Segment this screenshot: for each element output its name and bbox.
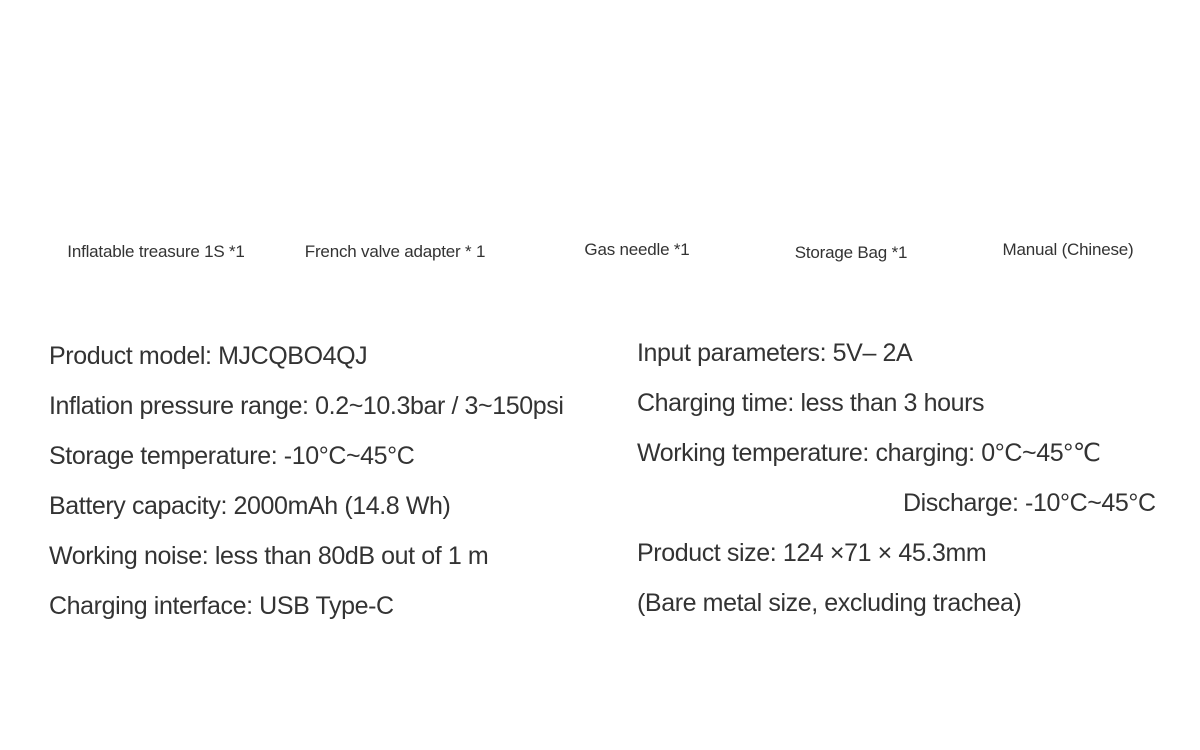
spec-size-note: (Bare metal size, excluding trachea) [637,589,1022,617]
spec-input-parameters: Input parameters: 5V– 2A [637,339,913,367]
spec-battery-capacity: Battery capacity: 2000mAh (14.8 Wh) [49,492,451,520]
item-label-valve-adapter: French valve adapter * 1 [304,242,486,261]
spec-discharge-temperature: Discharge: -10°C~45°C [903,489,1156,517]
spec-product-model: Product model: MJCQBO4QJ [49,342,368,370]
spec-working-noise: Working noise: less than 80dB out of 1 m [49,542,489,570]
spec-storage-temperature: Storage temperature: -10°C~45°C [49,442,415,470]
manual-cover-text: 米家充气宝1S使用说明书 [1030,61,1075,66]
spec-charging-time: Charging time: less than 3 hours [637,389,985,417]
spec-inflation-pressure: Inflation pressure range: 0.2~10.3bar / 3~150psi [49,392,564,420]
item-label-storage-bag: Storage Bag *1 [794,243,908,262]
spec-charging-interface: Charging interface: USB Type-C [49,592,394,620]
spec-working-temperature: Working temperature: charging: 0°C~45°℃ [637,439,1101,467]
spec-product-size: Product size: 124 ×71 × 45.3mm [637,539,987,567]
item-label-gas-needle: Gas needle *1 [584,240,690,259]
item-label-manual: Manual (Chinese) [1002,240,1134,259]
item-label-air-pump: Inflatable treasure 1S *1 [67,242,245,261]
